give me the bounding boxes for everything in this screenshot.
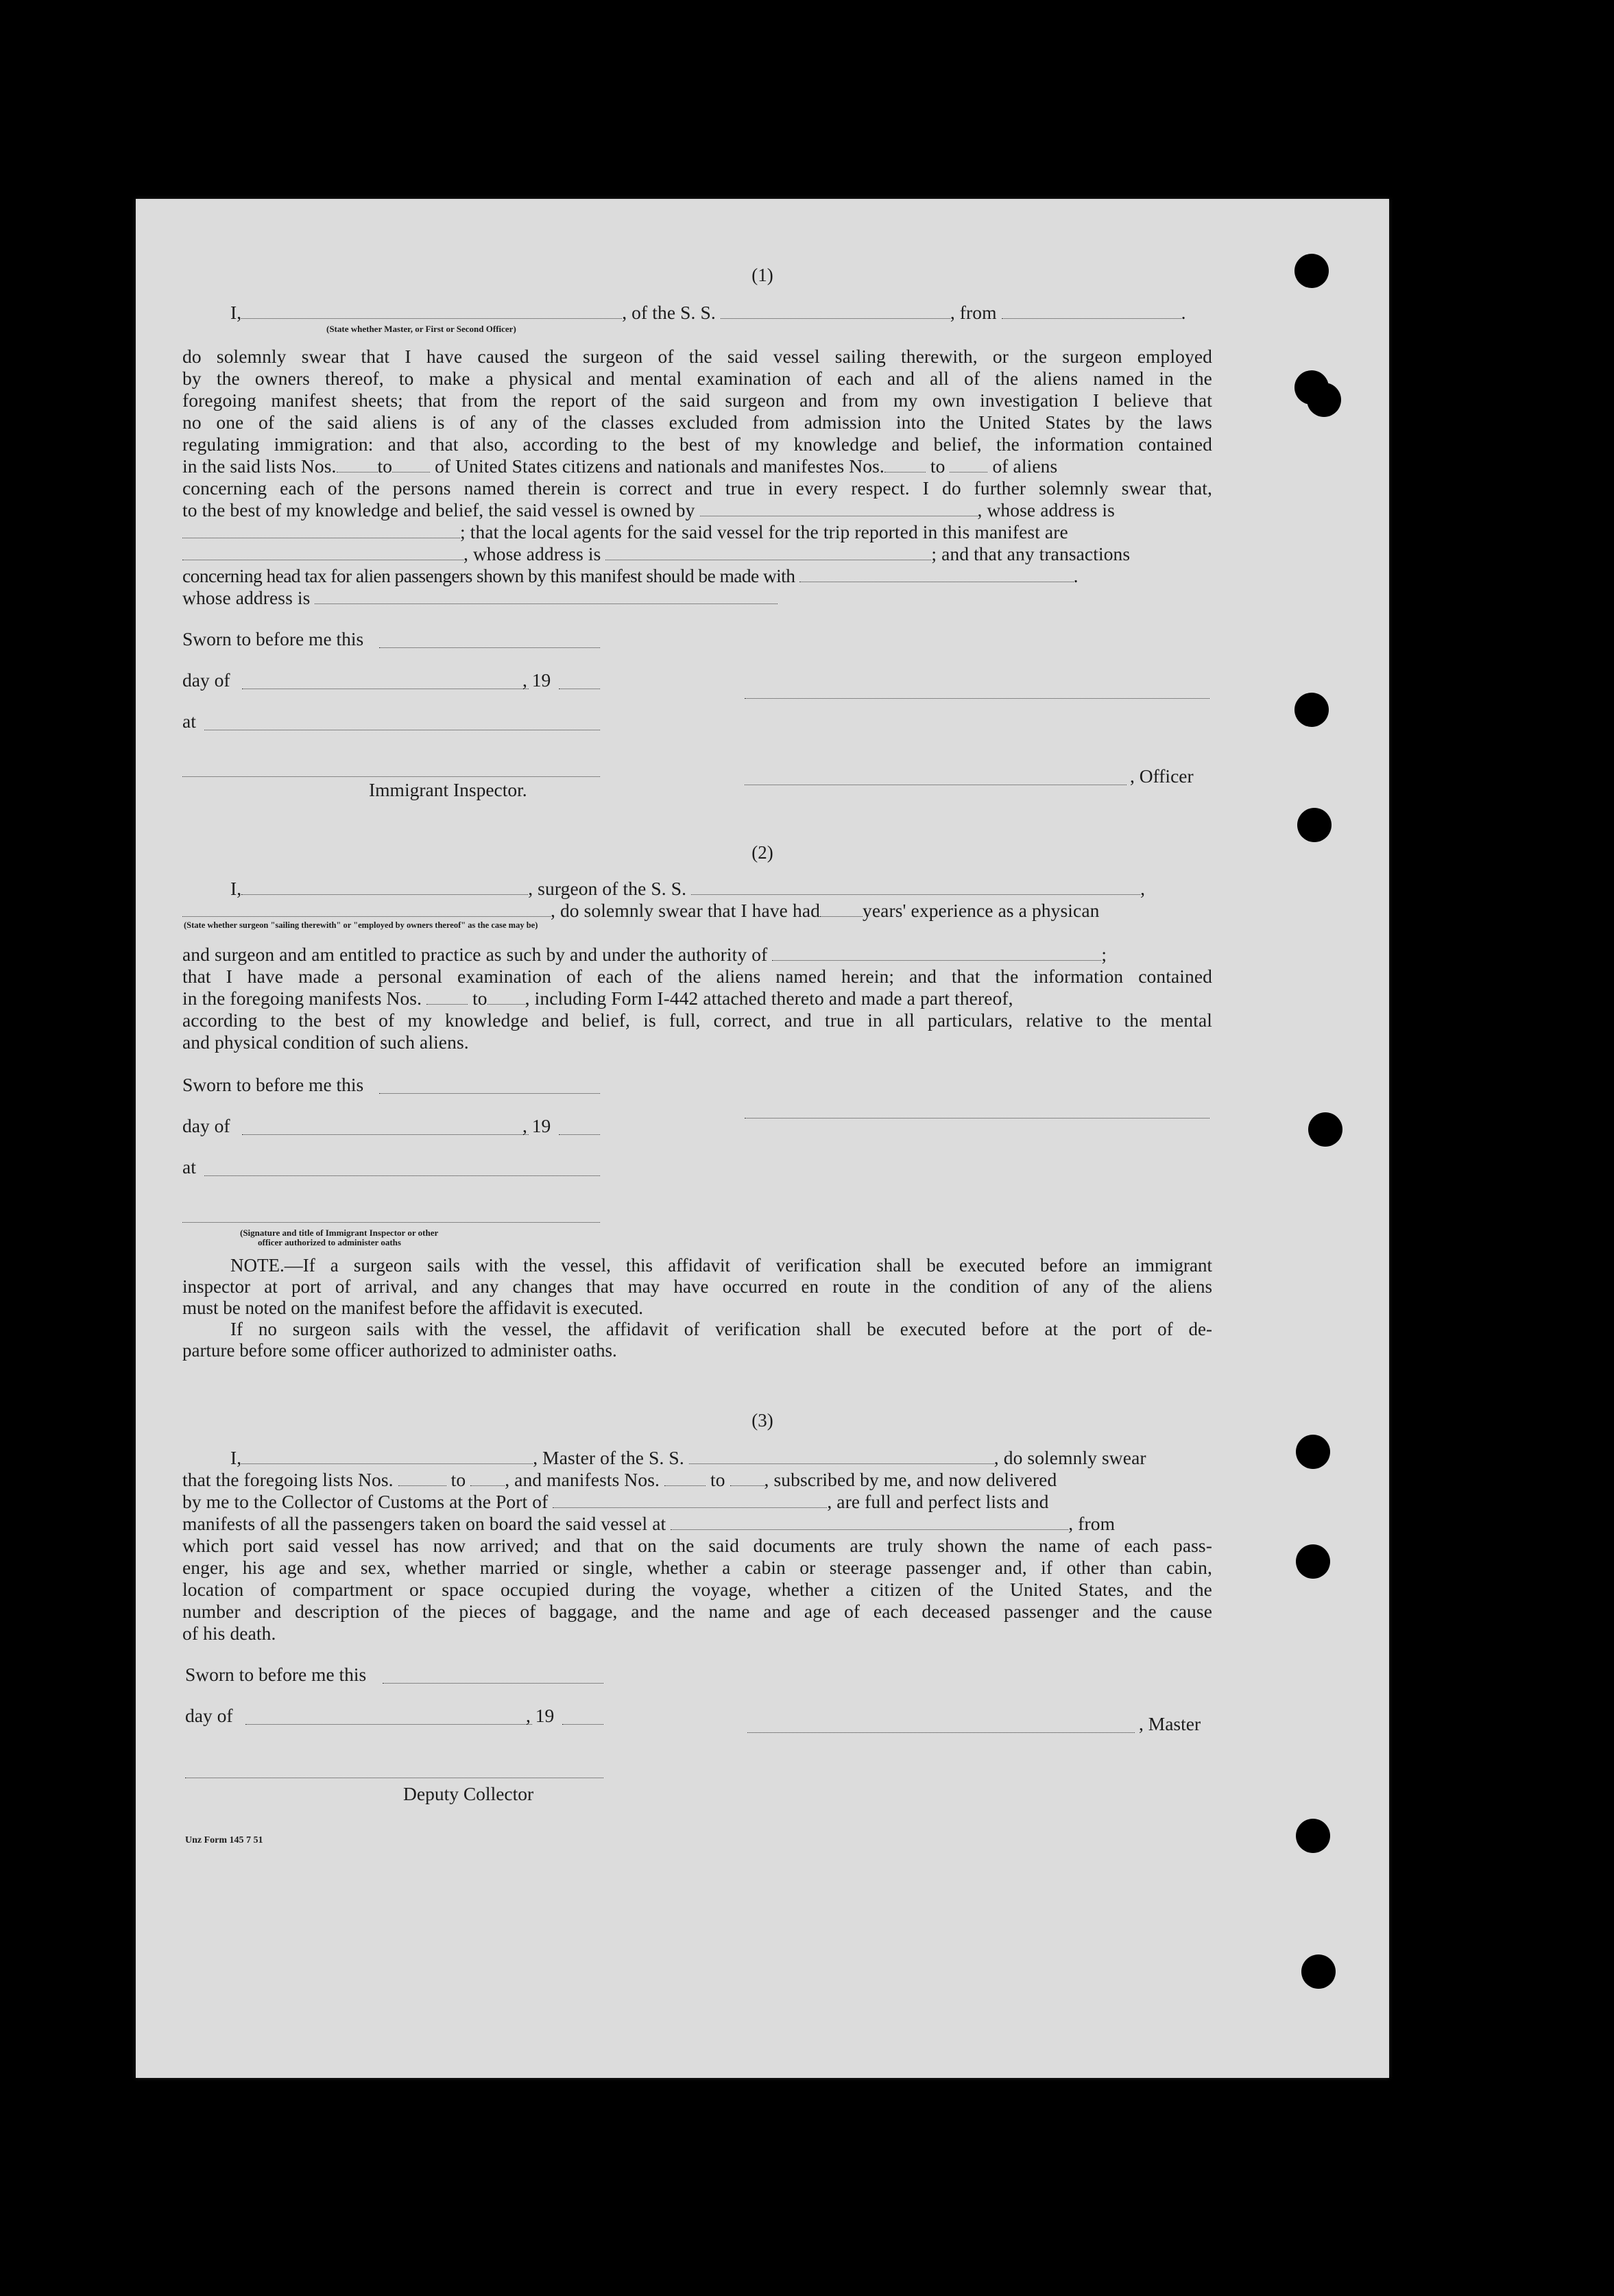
s3-list-from-field[interactable]	[398, 1470, 446, 1486]
s2-signature-caption-1: (Signature and title of Immigrant Inspector or other	[240, 1228, 439, 1238]
s2-manifest-from-field[interactable]	[426, 989, 468, 1005]
s2-at-label: at	[182, 1156, 196, 1177]
s3-line-1: I, , Master of the S. S. , do solemnly swear	[230, 1447, 1146, 1468]
s2-manifest-to-field[interactable]	[487, 989, 525, 1005]
citizen-list-to-field[interactable]	[392, 457, 430, 473]
section-1-number: (1)	[751, 265, 773, 285]
punch-hole	[1296, 1544, 1330, 1579]
s2-place-field[interactable]	[204, 1175, 600, 1176]
s2-note-line-1: NOTE.—If a surgeon sails with the vessel, this affidavit of verification shall be executed before an immigrant	[230, 1255, 1212, 1276]
s1-line-2: do solemnly swear that I have caused the surgeon of the said vessel sailing therewith, or the surgeon employed	[182, 346, 1212, 367]
citizen-list-from-field[interactable]	[337, 457, 378, 473]
s1-line-9: to the best of my knowledge and belief, the said vessel is owned by , whose address is	[182, 499, 1115, 521]
section-3-number: (3)	[751, 1410, 773, 1431]
alien-manifest-from-field[interactable]	[884, 457, 926, 473]
section-2-number: (2)	[751, 842, 773, 863]
s3-line-7: location of compartment or space occupied during the voyage, whether a citizen of the United States, and the	[182, 1579, 1212, 1600]
s3-dayof-label: day of	[185, 1705, 233, 1726]
s3-year-label: , 19	[526, 1705, 555, 1726]
s3-master-signature-line[interactable]	[747, 1732, 1135, 1733]
s3-month-field[interactable]	[245, 1724, 532, 1725]
s2-status-note: (State whether surgeon "sailing therewith" or "employed by owners thereof" as the case may be)	[184, 920, 538, 930]
s3-sworn-day-field[interactable]	[383, 1683, 603, 1684]
vessel-name-field[interactable]	[721, 303, 950, 319]
s1-line-1: I, , of the S. S. , from .	[230, 302, 1186, 323]
punch-hole	[1297, 808, 1332, 842]
s1-line-5: no one of the said aliens is of any of the classes excluded from admission into the United States by the laws	[182, 411, 1212, 433]
s1-at-label: at	[182, 710, 196, 732]
s2-note-line-4: If no surgeon sails with the vessel, the affidavit of verification shall be executed before at the port of de-	[230, 1319, 1212, 1339]
s2-month-field[interactable]	[242, 1134, 529, 1135]
agents-address-field[interactable]	[605, 545, 931, 560]
s1-line-11: , whose address is ; and that any transactions	[182, 543, 1212, 565]
s2-line-4: that I have made a personal examination of each of the aliens named herein; and that the information contained	[182, 966, 1212, 987]
s3-line-4: manifests of all the passengers taken on board the said vessel at , from	[182, 1513, 1116, 1534]
s3-line-8: number and description of the pieces of baggage, and the name and age of each deceased passenger and the cause	[182, 1601, 1212, 1622]
s2-note-line-3: must be noted on the manifest before the affidavit is executed.	[182, 1298, 644, 1318]
punch-hole	[1301, 1954, 1336, 1989]
arrival-port-field[interactable]	[553, 1492, 827, 1508]
form-page	[136, 199, 1389, 2078]
practice-authority-field[interactable]	[772, 945, 1101, 961]
surgeon-name-field[interactable]	[241, 879, 528, 895]
s1-line-10: ; that the local agents for the said vessel for the trip reported in this manifest are	[182, 521, 1212, 543]
s3-collector-label: Deputy Collector	[403, 1783, 534, 1804]
s3-line-2: that the foregoing lists Nos. to , and manifests Nos. to , subscribed by me, and now delivered	[182, 1469, 1057, 1490]
s1-line-3: by the owners thereof, to make a physical and mental examination of each and all of the aliens named in the	[182, 368, 1212, 389]
local-agents-field[interactable]	[182, 545, 463, 560]
s2-vessel-name-field[interactable]	[691, 879, 1140, 895]
punch-hole	[1308, 1112, 1342, 1147]
s1-inspector-signature-line[interactable]	[182, 776, 600, 777]
s1-sworn-day-field[interactable]	[379, 647, 600, 648]
s2-line-5: in the foregoing manifests Nos. to , including Form I-442 attached thereto and made a part thereof,	[182, 988, 1013, 1009]
years-experience-field[interactable]	[820, 901, 863, 917]
s3-line-3: by me to the Collector of Customs at the Port of , are full and perfect lists and	[182, 1491, 1049, 1512]
s2-dayof-label: day of	[182, 1115, 230, 1136]
s1-sworn-label: Sworn to before me this	[182, 628, 364, 649]
s1-line-12: concerning head tax for alien passengers shown by this manifest should be made with .	[182, 565, 1078, 586]
s3-vessel-name-field[interactable]	[689, 1448, 994, 1464]
departure-port-field[interactable]	[671, 1514, 1068, 1530]
alien-manifest-to-field[interactable]	[950, 457, 987, 473]
from-port-field[interactable]	[1002, 303, 1181, 319]
s1-line-4: foregoing manifest sheets; that from the report of the said surgeon and from my own investigation I believe that	[182, 390, 1212, 411]
s3-manifest-from-field[interactable]	[664, 1470, 706, 1486]
s1-line-13: whose address is	[182, 587, 1212, 609]
s3-line-5: which port said vessel has now arrived; and that on the said documents are truly shown the name of each pass-	[182, 1535, 1212, 1556]
s1-officer-signature-top-line[interactable]	[745, 698, 1209, 699]
s1-rank-note: (State whether Master, or First or Second Officer)	[326, 324, 516, 334]
s3-manifest-to-field[interactable]	[730, 1470, 764, 1486]
punch-hole	[1294, 693, 1329, 727]
head-tax-contact-field[interactable]	[799, 566, 1074, 582]
s1-dayof-label: day of	[182, 669, 230, 691]
punch-hole	[1294, 254, 1329, 288]
s2-surgeon-signature-line[interactable]	[745, 1118, 1209, 1119]
head-tax-address-field[interactable]	[315, 588, 778, 604]
s1-officer-label: , Officer	[1130, 765, 1194, 787]
s1-line-7: in the said lists Nos. to of United States citizens and nationals and manifestes Nos. to of aliens	[182, 455, 1058, 477]
owner-address-field[interactable]	[182, 523, 460, 538]
s3-sworn-label: Sworn to before me this	[185, 1664, 367, 1685]
punch-hole	[1296, 1819, 1330, 1853]
s3-line-9: of his death.	[182, 1623, 276, 1644]
s2-officer-signature-line[interactable]	[182, 1222, 600, 1223]
punch-hole	[1296, 1435, 1330, 1469]
punch-hole	[1307, 383, 1341, 417]
form-number: Unz Form 145 7 51	[185, 1835, 263, 1845]
s1-year-label: , 19	[522, 669, 551, 691]
officer-rank-field[interactable]	[241, 303, 622, 319]
s2-line-7: and physical condition of such aliens.	[182, 1031, 469, 1053]
s2-line-6: according to the best of my knowledge and belief, is full, correct, and true in all particulars, relative to the mental	[182, 1009, 1212, 1031]
s2-line-1: I, , surgeon of the S. S. ,	[230, 878, 1146, 899]
s2-line-3: and surgeon and am entitled to practice as such by and under the authority of ;	[182, 944, 1107, 965]
master-name-field[interactable]	[241, 1448, 533, 1464]
s3-line-6: enger, his age and sex, whether married or single, whether a cabin or steerage passenger and, if other than cabin,	[182, 1557, 1212, 1578]
s2-note	[182, 1255, 1212, 1361]
s3-list-to-field[interactable]	[470, 1470, 505, 1486]
s1-inspector-label: Immigrant Inspector.	[369, 779, 527, 800]
s2-year-field[interactable]	[559, 1134, 600, 1135]
s2-note-line-5: parture before some officer authorized to administer oaths.	[182, 1340, 617, 1361]
s2-sworn-day-field[interactable]	[379, 1093, 600, 1094]
s2-year-label: , 19	[522, 1115, 551, 1136]
s3-master-label: , Master	[1139, 1713, 1201, 1734]
surgeon-status-field[interactable]	[182, 901, 551, 917]
s2-line-2: , do solemnly swear that I have had years' experience as a physican	[182, 900, 1212, 922]
s2-sworn-label: Sworn to before me this	[182, 1074, 364, 1095]
s2-note-line-2: inspector at port of arrival, and any changes that may have occurred en route in the condition of any of the aliens	[182, 1276, 1212, 1297]
s1-line-6: regulating immigration: and that also, according to the best of my knowledge and belief, the information contained	[182, 433, 1212, 455]
vessel-owner-field[interactable]	[700, 501, 978, 516]
s3-year-field[interactable]	[562, 1724, 603, 1725]
s1-line-8: concerning each of the persons named therein is correct and true in every respect. I do further solemnly swear that,	[182, 477, 1212, 499]
s2-signature-caption-2: officer authorized to administer oaths	[258, 1237, 401, 1247]
